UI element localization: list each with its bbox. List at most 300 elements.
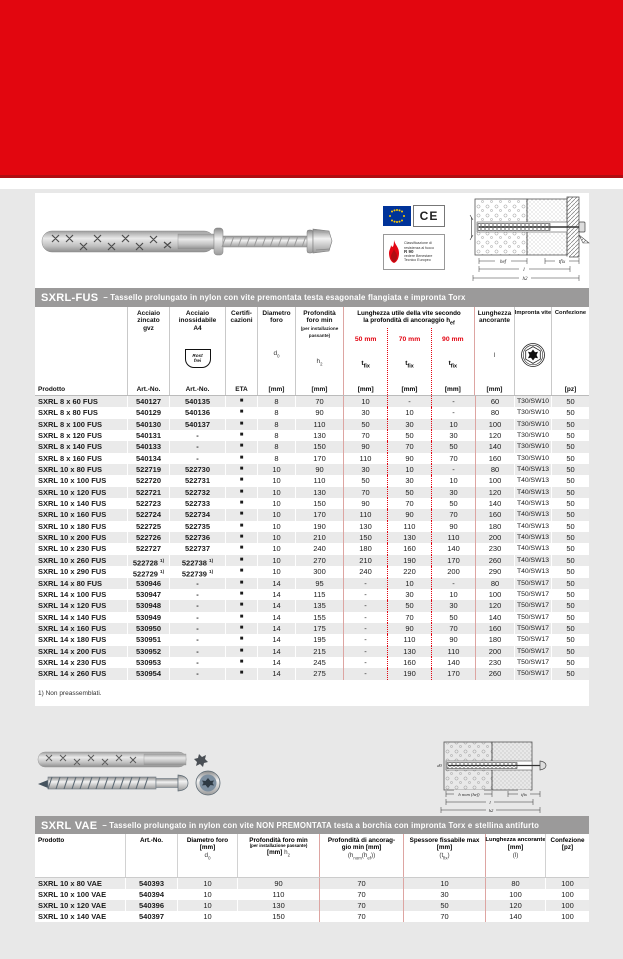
table-cell: 160 xyxy=(475,509,514,520)
table-cell: T40/SW13 xyxy=(514,532,551,543)
mm-unit: [mm] xyxy=(357,385,374,393)
table-cell: 170 xyxy=(431,668,475,679)
table-cell: 50 xyxy=(551,600,589,611)
dim-label-d0: d0 xyxy=(437,763,442,768)
table-cell: T30/SW10 xyxy=(514,419,551,430)
certification-badges xyxy=(383,205,445,270)
table-cell: 10 xyxy=(177,878,237,889)
table-cell: ■ xyxy=(225,555,257,566)
table-cell: 540137 xyxy=(169,419,225,430)
table-cell: 50 xyxy=(551,578,589,589)
fire-resistance-badge xyxy=(383,234,445,270)
table-row xyxy=(35,487,589,498)
header-50mm: 50 mm $t_{fix}$ [mm] xyxy=(354,336,377,393)
table-row xyxy=(35,441,589,452)
table-cell: SXRL 8 x 140 FUS xyxy=(38,442,103,452)
table-cell: SXRL 10 x 230 FUS xyxy=(38,544,107,554)
sxrl-vae-table-header xyxy=(35,834,589,878)
table-cell: 10 xyxy=(431,475,475,486)
table-cell: SXRL 14 x 140 FUS xyxy=(38,612,107,622)
mm-unit: [mm] xyxy=(401,385,418,393)
table-cell: T50/SW17 xyxy=(514,623,551,634)
table-cell: 50 xyxy=(343,419,387,430)
dim-label-hef: hef xyxy=(499,260,507,265)
table-cell: 70 xyxy=(343,430,387,441)
table-cell: 50 xyxy=(551,407,589,418)
table-cell: 50 xyxy=(387,487,431,498)
table-cell: 215 xyxy=(295,646,343,657)
table-cell: 522720 xyxy=(127,475,169,486)
table-cell: 30 xyxy=(387,589,431,600)
table-cell: 220 xyxy=(387,566,431,577)
table-cell: - xyxy=(431,407,475,418)
table-row xyxy=(35,566,589,577)
table-cell: T40/SW13 xyxy=(514,475,551,486)
table-row xyxy=(35,464,589,475)
table-row xyxy=(35,453,589,464)
artno-label: Art.-No. xyxy=(136,385,161,393)
table-cell: 170 xyxy=(431,555,475,566)
table-cell: 120 xyxy=(475,487,514,498)
table-cell: 10 xyxy=(177,889,237,900)
table-cell: T30/SW10 xyxy=(514,396,551,407)
table-cell: ■ xyxy=(225,600,257,611)
header-70mm: 70 mm $t_{fix}$ [mm] xyxy=(387,328,430,395)
table-cell: 195 xyxy=(295,634,343,645)
table-cell: 50 xyxy=(551,668,589,679)
table-cell: 30 xyxy=(343,407,387,418)
table-cell: 130 xyxy=(387,532,431,543)
table-cell: 14 xyxy=(257,646,295,657)
table-row xyxy=(35,612,589,623)
table-cell: 200 xyxy=(475,532,514,543)
table-cell: 540127 xyxy=(127,396,169,407)
table-cell: 100 xyxy=(545,889,589,900)
table-cell: 30 xyxy=(431,430,475,441)
table-cell: - xyxy=(169,578,225,589)
table-cell: 10 xyxy=(177,900,237,911)
table-cell: 110 xyxy=(295,475,343,486)
table-cell: 50 xyxy=(551,441,589,452)
table-cell: 30 xyxy=(343,464,387,475)
sxrl-fus-product-photo xyxy=(38,203,378,286)
table-cell: ■ xyxy=(225,668,257,679)
table-cell: 10 xyxy=(431,419,475,430)
table-cell: 522725 xyxy=(127,521,169,532)
table-cell: T50/SW17 xyxy=(514,612,551,623)
fire-line: Tecnico Europeo xyxy=(404,258,431,263)
table-cell: 10 xyxy=(257,555,295,566)
table-cell: 175 xyxy=(295,623,343,634)
table-cell: 522732 xyxy=(169,487,225,498)
table-cell: 180 xyxy=(343,543,387,554)
table-cell: 70 xyxy=(319,889,403,900)
table-cell: 120 xyxy=(485,900,545,911)
header-acciaio-zincato: Acciaio zincato gvz Art.-No. xyxy=(127,307,169,395)
table-cell: 100 xyxy=(475,419,514,430)
table-row xyxy=(35,509,589,520)
table-cell: 100 xyxy=(475,475,514,486)
table-cell: SXRL 10 x 100 FUS xyxy=(38,476,107,486)
table-cell: 170 xyxy=(295,453,343,464)
rostfrei-badge: Rost frei xyxy=(185,349,211,368)
sxrl-fus-table-header xyxy=(35,307,589,396)
table-cell: 50 xyxy=(551,396,589,407)
eu-flag-icon xyxy=(383,206,411,226)
table-cell: 110 xyxy=(295,419,343,430)
dim-label-h2: h2 xyxy=(522,277,528,282)
table-cell: ■ xyxy=(225,612,257,623)
table-cell: - xyxy=(343,634,387,645)
ce-badge xyxy=(383,205,445,227)
artno-label: Art.-No. xyxy=(185,385,210,393)
table-cell: 30 xyxy=(387,419,431,430)
table-cell: T30/SW10 xyxy=(514,441,551,452)
table-cell: T40/SW13 xyxy=(514,521,551,532)
table-cell: SXRL 10 x 120 VAE xyxy=(38,901,107,910)
table-cell: - xyxy=(169,623,225,634)
table-cell: - xyxy=(343,623,387,634)
table-cell: ■ xyxy=(225,657,257,668)
table-cell: 14 xyxy=(257,600,295,611)
table-cell: 522721 xyxy=(127,487,169,498)
table-cell: 50 xyxy=(551,657,589,668)
table-cell: 100 xyxy=(545,911,589,922)
table-row xyxy=(35,396,589,407)
table-cell: 70 xyxy=(387,612,431,623)
header-prodotto: Prodotto xyxy=(38,837,65,844)
table-cell: 530946 xyxy=(127,578,169,589)
table-row xyxy=(35,555,589,566)
red-header-band xyxy=(0,0,623,178)
table-row xyxy=(35,578,589,589)
table-cell: ■ xyxy=(225,521,257,532)
table-cell: 50 xyxy=(387,430,431,441)
table-cell: 14 xyxy=(257,578,295,589)
table-cell: SXRL 10 x 200 FUS xyxy=(38,533,107,543)
table-cell: 90 xyxy=(295,464,343,475)
table-cell: 90 xyxy=(387,509,431,520)
table-cell: 522733 xyxy=(169,498,225,509)
table-cell: - xyxy=(343,612,387,623)
table-cell: 50 xyxy=(431,612,475,623)
table-cell: 80 xyxy=(485,878,545,889)
table-cell: 522736 xyxy=(169,532,225,543)
table-cell: 260 xyxy=(475,668,514,679)
table-cell: 80 xyxy=(475,464,514,475)
sxrl-vae-product-photo xyxy=(36,744,231,815)
table-cell: 14 xyxy=(257,668,295,679)
table-cell: 130 xyxy=(295,430,343,441)
table-cell: ■ xyxy=(225,623,257,634)
table-cell: 50 xyxy=(551,634,589,645)
wall-section-drawing xyxy=(467,195,593,283)
ce-mark: CE xyxy=(413,205,445,227)
table-cell: 540396 xyxy=(125,900,177,911)
table-cell: 60 xyxy=(475,396,514,407)
table-cell: SXRL 14 x 200 FUS xyxy=(38,646,107,656)
table-cell: 140 xyxy=(475,441,514,452)
table-cell: - xyxy=(431,464,475,475)
table-cell: SXRL 10 x 180 FUS xyxy=(38,521,107,531)
table-cell: T30/SW10 xyxy=(514,430,551,441)
table-cell: 540131 xyxy=(127,430,169,441)
table-cell: T40/SW13 xyxy=(514,487,551,498)
footnote: 1) Non preassemblati. xyxy=(38,690,102,697)
table-cell: 70 xyxy=(319,911,403,922)
table-cell: SXRL 8 x 160 FUS xyxy=(38,453,103,463)
table-cell: ■ xyxy=(225,509,257,520)
table-cell: SXRL 8 x 120 FUS xyxy=(38,431,103,441)
table-cell: SXRL 14 x 120 FUS xyxy=(38,601,107,611)
table-cell: 10 xyxy=(431,589,475,600)
table-cell: 80 xyxy=(475,407,514,418)
table-cell: SXRL 10 x 290 FUS xyxy=(38,567,107,577)
table-cell: 50 xyxy=(551,543,589,554)
table-cell: 190 xyxy=(387,668,431,679)
table-cell: T50/SW17 xyxy=(514,578,551,589)
table-row xyxy=(35,900,589,911)
table-cell: 540136 xyxy=(169,407,225,418)
table-cell: T40/SW13 xyxy=(514,498,551,509)
table-cell: - xyxy=(169,612,225,623)
table-cell: - xyxy=(431,578,475,589)
table-cell: 8 xyxy=(257,453,295,464)
table-cell: 14 xyxy=(257,623,295,634)
table-cell: SXRL 10 x 80 VAE xyxy=(38,879,102,888)
table-cell: 130 xyxy=(295,487,343,498)
header-spessore-fissabile: Spessore fissabile max [mm] $(t_{fix})$ xyxy=(403,834,485,877)
table-cell: T30/SW10 xyxy=(514,453,551,464)
table-cell: 30 xyxy=(387,475,431,486)
header-lunghezza-ancorante: Lunghezza ancorante l [mm] xyxy=(477,310,512,393)
table-cell: - xyxy=(169,600,225,611)
table-cell: 160 xyxy=(387,543,431,554)
table-cell: 90 xyxy=(343,498,387,509)
table-cell: 90 xyxy=(431,634,475,645)
header-artno: Art.-No. xyxy=(125,834,177,877)
table-cell: SXRL 10 x 260 FUS xyxy=(38,555,107,565)
table-cell: 522735 xyxy=(169,521,225,532)
table-cell: 530951 xyxy=(127,634,169,645)
table-cell: 10 xyxy=(387,464,431,475)
table-cell: 245 xyxy=(295,657,343,668)
table-cell: 70 xyxy=(431,453,475,464)
table-cell: ■ xyxy=(225,532,257,543)
table-cell: 160 xyxy=(387,657,431,668)
table-row xyxy=(35,623,589,634)
divider-stripe xyxy=(0,178,623,189)
dim-label-tfix: tfix xyxy=(558,260,566,265)
header-diametro-foro: Diametro foro $d_0$ [mm] xyxy=(257,307,295,395)
table-row xyxy=(35,498,589,509)
table-cell: 530950 xyxy=(127,623,169,634)
table-row xyxy=(35,600,589,611)
product-family-description: – Tassello prolungato in nylon con vite premontata testa esagonale flangiata e impronta Torx xyxy=(103,293,466,302)
table-cell: T50/SW17 xyxy=(514,634,551,645)
table-cell: - xyxy=(169,634,225,645)
table-cell: T40/SW13 xyxy=(514,509,551,520)
table-cell: 10 xyxy=(257,566,295,577)
table-cell: 10 xyxy=(177,911,237,922)
table-cell: ■ xyxy=(225,589,257,600)
table-cell: 50 xyxy=(343,475,387,486)
product-family-description: – Tassello prolungato in nylon con vite NON PREMONTATA testa a borchia con impronta Torx e stellina antifurto xyxy=(102,821,540,830)
table-cell: 70 xyxy=(319,878,403,889)
table-cell: 110 xyxy=(431,532,475,543)
table-cell: 8 xyxy=(257,396,295,407)
table-cell: - xyxy=(387,396,431,407)
table-cell: 50 xyxy=(431,441,475,452)
table-cell: 50 xyxy=(551,521,589,532)
table-cell: 50 xyxy=(403,900,485,911)
table-cell: 522723 xyxy=(127,498,169,509)
sxrl-vae-title-bar xyxy=(35,816,589,835)
table-cell: ■ xyxy=(225,543,257,554)
table-row xyxy=(35,911,589,922)
table-cell: 522727 xyxy=(127,543,169,554)
table-cell: 540397 xyxy=(125,911,177,922)
table-cell: 190 xyxy=(387,555,431,566)
table-cell: 140 xyxy=(475,498,514,509)
table-cell: 530948 xyxy=(127,600,169,611)
header-profondita-foro: Profondità foro min (per installazione passante) [mm] $h_2$ xyxy=(237,834,319,877)
table-cell: 50 xyxy=(551,555,589,566)
table-cell: 110 xyxy=(387,521,431,532)
eta-label: ETA xyxy=(235,385,248,393)
table-cell: 530954 xyxy=(127,668,169,679)
table-row xyxy=(35,532,589,543)
sleeve-and-screw-image xyxy=(36,744,231,810)
table-cell: 130 xyxy=(237,900,319,911)
table-cell: - xyxy=(343,657,387,668)
table-cell: 522731 xyxy=(169,475,225,486)
flame-icon xyxy=(385,239,403,265)
table-cell: 10 xyxy=(257,543,295,554)
table-cell: 8 xyxy=(257,407,295,418)
table-row xyxy=(35,419,589,430)
table-cell: 10 xyxy=(257,475,295,486)
mm-unit: [mm] xyxy=(268,385,285,393)
table-cell: 8 xyxy=(257,430,295,441)
table-cell: 140 xyxy=(475,612,514,623)
dim-label-tfix: tfix xyxy=(521,792,527,797)
table-cell: ■ xyxy=(225,498,257,509)
table-cell: 160 xyxy=(475,453,514,464)
header-lunghezza-ancorante: Lunghezza ancorante [mm] (l) xyxy=(485,834,545,877)
table-cell: ■ xyxy=(225,453,257,464)
table-cell: 110 xyxy=(387,634,431,645)
table-cell: T40/SW13 xyxy=(514,464,551,475)
table-cell: 120 xyxy=(475,600,514,611)
table-cell: 110 xyxy=(431,646,475,657)
table-cell: - xyxy=(169,430,225,441)
table-cell: 70 xyxy=(343,487,387,498)
table-cell: SXRL 14 x 180 FUS xyxy=(38,635,107,645)
table-row xyxy=(35,475,589,486)
table-cell: 80 xyxy=(475,578,514,589)
table-cell: 540393 xyxy=(125,878,177,889)
fire-classification-text xyxy=(404,241,434,262)
table-cell: 540394 xyxy=(125,889,177,900)
table-cell: T40/SW13 xyxy=(514,543,551,554)
table-cell: ■ xyxy=(225,396,257,407)
table-cell: 180 xyxy=(475,634,514,645)
table-cell: 10 xyxy=(257,487,295,498)
table-cell: 240 xyxy=(295,543,343,554)
product-family-name: SXRL-FUS xyxy=(41,291,99,304)
table-cell: 150 xyxy=(295,498,343,509)
table-cell: 50 xyxy=(551,419,589,430)
table-cell: SXRL 14 x 230 FUS xyxy=(38,657,107,667)
table-cell: ■ xyxy=(225,475,257,486)
table-cell: SXRL 14 x 80 FUS xyxy=(38,578,103,588)
table-cell: 10 xyxy=(387,578,431,589)
table-cell: SXRL 10 x 80 FUS xyxy=(38,465,103,475)
table-cell: 70 xyxy=(403,911,485,922)
table-row xyxy=(35,646,589,657)
table-cell: SXRL 10 x 120 FUS xyxy=(38,487,107,497)
table-cell: ■ xyxy=(225,464,257,475)
table-cell: 50 xyxy=(551,453,589,464)
table-cell: 50 xyxy=(551,498,589,509)
table-cell: SXRL 8 x 100 FUS xyxy=(38,419,103,429)
table-cell: 200 xyxy=(475,646,514,657)
table-row xyxy=(35,889,589,900)
table-cell: 90 xyxy=(295,407,343,418)
table-cell: 50 xyxy=(551,487,589,498)
table-cell: 70 xyxy=(431,509,475,520)
table-cell: T50/SW17 xyxy=(514,668,551,679)
table-cell: T50/SW17 xyxy=(514,589,551,600)
table-row xyxy=(35,407,589,418)
table-cell: 522726 xyxy=(127,532,169,543)
table-row xyxy=(35,430,589,441)
table-cell: 270 xyxy=(295,555,343,566)
table-cell: 110 xyxy=(343,509,387,520)
fire-class-value: R 90 xyxy=(404,248,414,254)
table-cell: 140 xyxy=(431,657,475,668)
table-cell: 90 xyxy=(343,441,387,452)
table-cell: 10 xyxy=(257,498,295,509)
table-cell: 100 xyxy=(485,889,545,900)
wall-section-drawing-vae xyxy=(436,740,556,814)
fire-line: resistenza al fuoco xyxy=(404,245,434,250)
table-cell: SXRL 14 x 100 FUS xyxy=(38,589,107,599)
table-cell: 10 xyxy=(343,396,387,407)
table-cell: 50 xyxy=(551,509,589,520)
table-cell: 522728 $^{1)}$ xyxy=(127,555,169,566)
header-confezione: Confezione [pz] xyxy=(551,307,589,395)
mm-unit: [mm] xyxy=(444,385,461,393)
header-prodotto: Prodotto xyxy=(38,385,66,393)
table-cell: 540133 xyxy=(127,441,169,452)
table-cell: ■ xyxy=(225,566,257,577)
table-cell: 522730 xyxy=(169,464,225,475)
table-cell: 50 xyxy=(387,600,431,611)
table-cell: T50/SW17 xyxy=(514,657,551,668)
table-cell: 540135 xyxy=(169,396,225,407)
table-cell: - xyxy=(169,589,225,600)
table-cell: ■ xyxy=(225,578,257,589)
table-cell: 522738 $^{1)}$ xyxy=(169,555,225,566)
table-cell: ■ xyxy=(225,419,257,430)
table-cell: 190 xyxy=(295,521,343,532)
header-90mm: 90 mm $t_{fix}$ [mm] xyxy=(431,328,474,395)
table-cell: 150 xyxy=(343,532,387,543)
header-lunghezza-utile-group: Lunghezza utile della vite secondo la profondità di ancoraggio $h_{ef}$ 50 mm $t_{fix}$ [mm] 70 mm $t_{fix}$ [mm] 90 mm $t_{fix}$ [mm] xyxy=(343,307,475,395)
table-cell: 210 xyxy=(295,532,343,543)
